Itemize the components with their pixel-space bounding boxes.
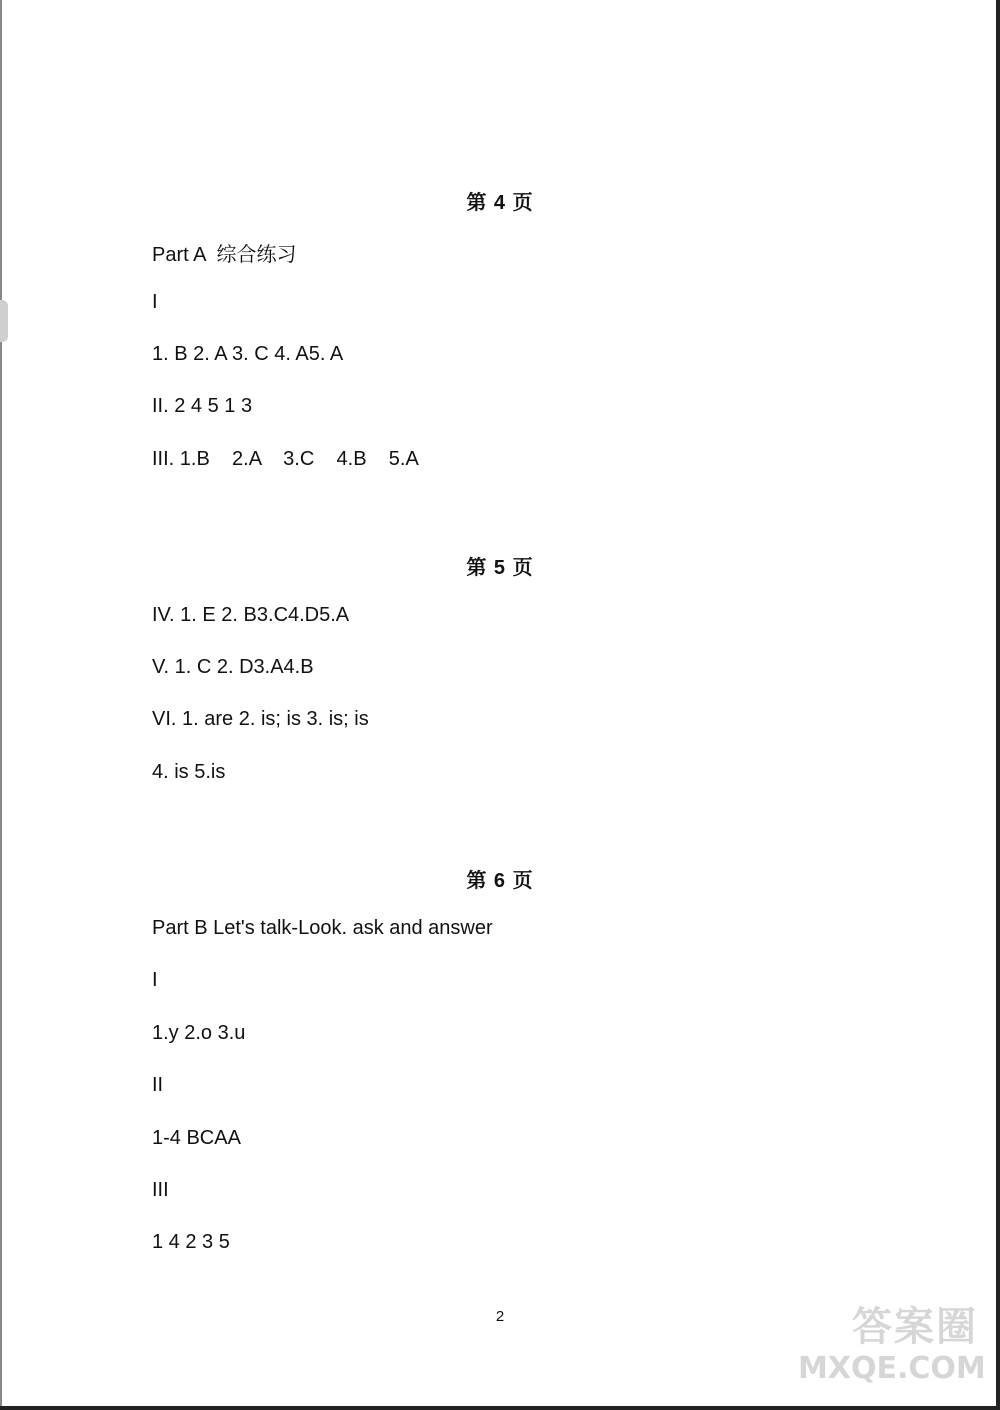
section-title-part-a: Part A 综合练习: [152, 244, 297, 266]
answer-line: V. 1. C 2. D3.A4.B: [152, 656, 314, 678]
section-title-part-b: Part B Let's talk-Look. ask and answer: [152, 917, 493, 939]
page-number: 2: [495, 1308, 505, 1325]
answer-line: 1-4 BCAA: [152, 1127, 241, 1149]
answer-line: 4. is 5.is: [152, 761, 226, 783]
page-bottom-border: [0, 1406, 1000, 1410]
question-group-label: I: [152, 969, 158, 991]
section-heading-page-6: 第 6 页: [466, 870, 534, 892]
watermark-url: MXQE.COM: [798, 1351, 986, 1386]
answer-line: 1 4 2 3 5: [152, 1231, 230, 1253]
watermark: [798, 1304, 986, 1402]
answer-line: II. 2 4 5 1 3: [152, 395, 253, 417]
answer-line: 1.y 2.o 3.u: [152, 1022, 246, 1044]
answer-line: III. 1.B 2.A 3.C 4.B 5.A: [152, 448, 419, 470]
section-heading-page-4: 第 4 页: [466, 192, 534, 214]
watermark-logo-text: 答案圈: [852, 1304, 978, 1350]
answer-line: VI. 1. are 2. is; is 3. is; is: [152, 708, 369, 730]
answer-line: IV. 1. E 2. B3.C4.D5.A: [152, 604, 350, 626]
section-heading-page-5: 第 5 页: [466, 557, 534, 579]
binding-mark: [0, 300, 8, 342]
question-group-label: I: [152, 291, 158, 313]
answer-line: 1. B 2. A 3. C 4. A5. A: [152, 343, 344, 365]
question-group-label: III: [152, 1179, 169, 1201]
question-group-label: II: [152, 1074, 164, 1096]
